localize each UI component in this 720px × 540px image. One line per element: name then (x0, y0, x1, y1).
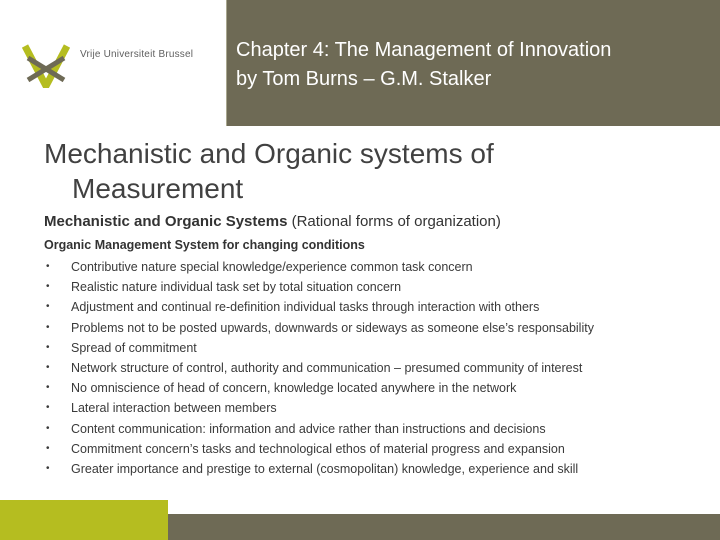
slide-title-line: Measurement (72, 173, 244, 204)
list-item-text: Network structure of control, authority and communication – presumed community of interest (71, 360, 583, 375)
slide-title (44, 136, 684, 206)
list-item-text: Greater importance and prestige to external (cosmopolitan) knowledge, experience and skill (71, 461, 579, 476)
bullet-dot: • (46, 281, 50, 293)
list-item-text: Commitment concern’s tasks and technological ethos of material progress and expansion (71, 441, 565, 456)
list-item-text: Content communication: information and advice rather than instructions and decisions (71, 421, 546, 436)
footer-accent-olive (168, 514, 720, 540)
list-item-text: Contributive nature special knowledge/experience common task concern (71, 260, 473, 274)
vub-logo-icon (22, 44, 70, 88)
footer-accent-green (0, 500, 168, 540)
header-band (226, 0, 720, 126)
chapter-title-line: Chapter 4: The Management of Innovation (236, 39, 612, 61)
logo-area (0, 0, 226, 126)
subheading-rest: (Rational forms of organization) (287, 213, 501, 230)
list-heading: Organic Management System for changing conditions (44, 238, 365, 252)
bullet-dot: • (46, 442, 50, 454)
subheading-bold: Mechanistic and Organic Systems (44, 213, 288, 230)
bullet-dot: • (46, 361, 50, 373)
list-item-text: Lateral interaction between members (71, 401, 277, 416)
list-item-text: Adjustment and continual re-definition individual tasks through interaction with others (71, 300, 540, 315)
bullet-dot: • (46, 462, 50, 474)
list-item-text: Spread of commitment (71, 340, 197, 355)
bullet-dot: • (46, 402, 50, 414)
bullet-dot: • (46, 422, 50, 434)
logo-text: Vrije Universiteit Brussel (80, 49, 194, 60)
list-item-text: No omniscience of head of concern, knowledge located anywhere in the network (71, 381, 517, 396)
chapter-title-line: by Tom Burns – G.M. Stalker (236, 68, 492, 90)
bullet-dot: • (46, 261, 50, 272)
bullet-dot: • (46, 341, 50, 353)
subheading (44, 213, 501, 230)
chapter-title (236, 36, 611, 94)
slide-title-line: Mechanistic and Organic systems of (44, 138, 494, 169)
bullet-dot: • (46, 321, 50, 333)
bullet-dot: • (46, 382, 50, 394)
list-item-text: Realistic nature individual task set by total situation concern (71, 280, 402, 295)
bullet-dot: • (46, 301, 50, 313)
list-item-text: Problems not to be posted upwards, downwards or sideways as someone else’s responsability (71, 320, 594, 335)
